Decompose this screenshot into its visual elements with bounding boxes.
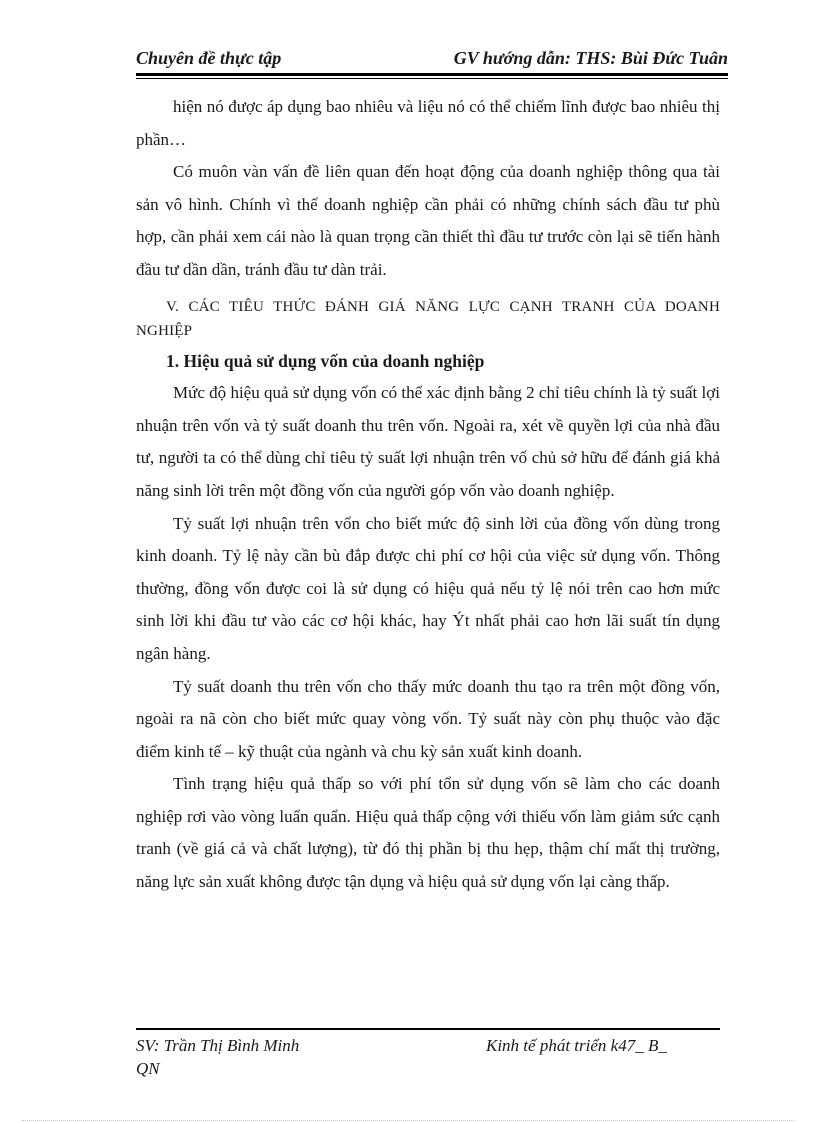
header-rule-thick <box>136 73 728 76</box>
header-rule-thin <box>136 78 728 79</box>
footer-class: Kinh tế phát triển k47_ B_ <box>486 1036 667 1055</box>
section-heading: V. CÁC TIÊU THỨC ĐÁNH GIÁ NĂNG LỰC CẠNH TRANH CỦA DOANH NGHIỆP <box>136 298 720 339</box>
header-supervisor: GV hướng dẫn: THS: Bùi Đức Tuân <box>453 48 728 68</box>
footer-rule <box>136 1028 720 1030</box>
page-header <box>136 46 728 72</box>
paragraph-profit-ratio: Tỷ suất lợi nhuận trên vốn cho biết mức độ sinh lời của đồng vốn dùng trong kinh doanh. Tỷ lệ này cần bù đắp được chi phí cơ hội của việc sử dụng vốn. Thông thường, đồng vốn được coi là sử dụng có hiệu quả nếu tỷ lệ nói trên cao hơn mức sinh lời khi đầu tư vào các cơ hội khác, hay Ýt nhất phải cao hơn lãi suất tín dụng ngân hàng. <box>136 513 720 663</box>
page-edge-divider <box>22 1120 794 1121</box>
paragraph-intangible-assets: Có muôn vàn vấn đề liên quan đến hoạt động của doanh nghiệp thông qua tài sản vô hình. Chính vì thế doanh nghiệp cần phải có những chính sách đầu tư phù hợp, cần phải xem cái nào là quan trọng cần thiết thì đầu tư trước còn lại sẽ tiến hành đầu tư dần dần, tránh đầu tư dàn trải. <box>136 162 720 279</box>
body-text <box>136 91 720 899</box>
subsection-heading: 1. Hiệu quả sử dụng vốn của doanh nghiệp <box>166 350 485 371</box>
paragraph-capital-efficiency: Mức độ hiệu quả sử dụng vốn có thể xác định bằng 2 chỉ tiêu chính là tỷ suất lợi nhuận trên vốn và tỷ suất doanh thu trên vốn. Ngoài ra, xét về quyền lợi của nhà đầu tư, người ta có thể dùng chỉ tiêu tỷ suất lợi nhuận trên vố chủ sở hữu để đánh giá khả năng sinh lời trên một đồng vốn của người góp vốn vào doanh nghiệp. <box>136 383 720 500</box>
paragraph-low-efficiency: Tình trạng hiệu quả thấp so với phí tổn sử dụng vốn sẽ làm cho các doanh nghiệp rơi vào vòng luẩn quẩn. Hiệu quả thấp cộng với thiếu vốn làm giảm sức cạnh tranh (về giá cả và chất lượng), từ đó thị phần bị thu hẹp, thậm chí mất thị trường, năng lực sản xuất không được tận dụng và hiệu quả sử dụng vốn lại càng thấp. <box>136 774 720 892</box>
footer-class-suffix: QN <box>136 1059 160 1078</box>
header-document-type: Chuyên đề thực tập <box>136 48 282 68</box>
paragraph-continued: hiện nó được áp dụng bao nhiêu và liệu nó có thể chiếm lĩnh được bao nhiêu thị phần… <box>136 97 720 149</box>
footer-student: SV: Trần Thị Bình Minh <box>136 1036 300 1055</box>
paragraph-revenue-ratio: Tỷ suất doanh thu trên vốn cho thấy mức doanh thu tạo ra trên một đồng vốn, ngoài ra nã còn cho biết mức quay vòng vốn. Tỷ suất này còn phụ thuộc vào đặc điểm kinh tế – kỹ thuật của ngành và chu kỳ sản xuất kinh doanh. <box>136 676 720 761</box>
